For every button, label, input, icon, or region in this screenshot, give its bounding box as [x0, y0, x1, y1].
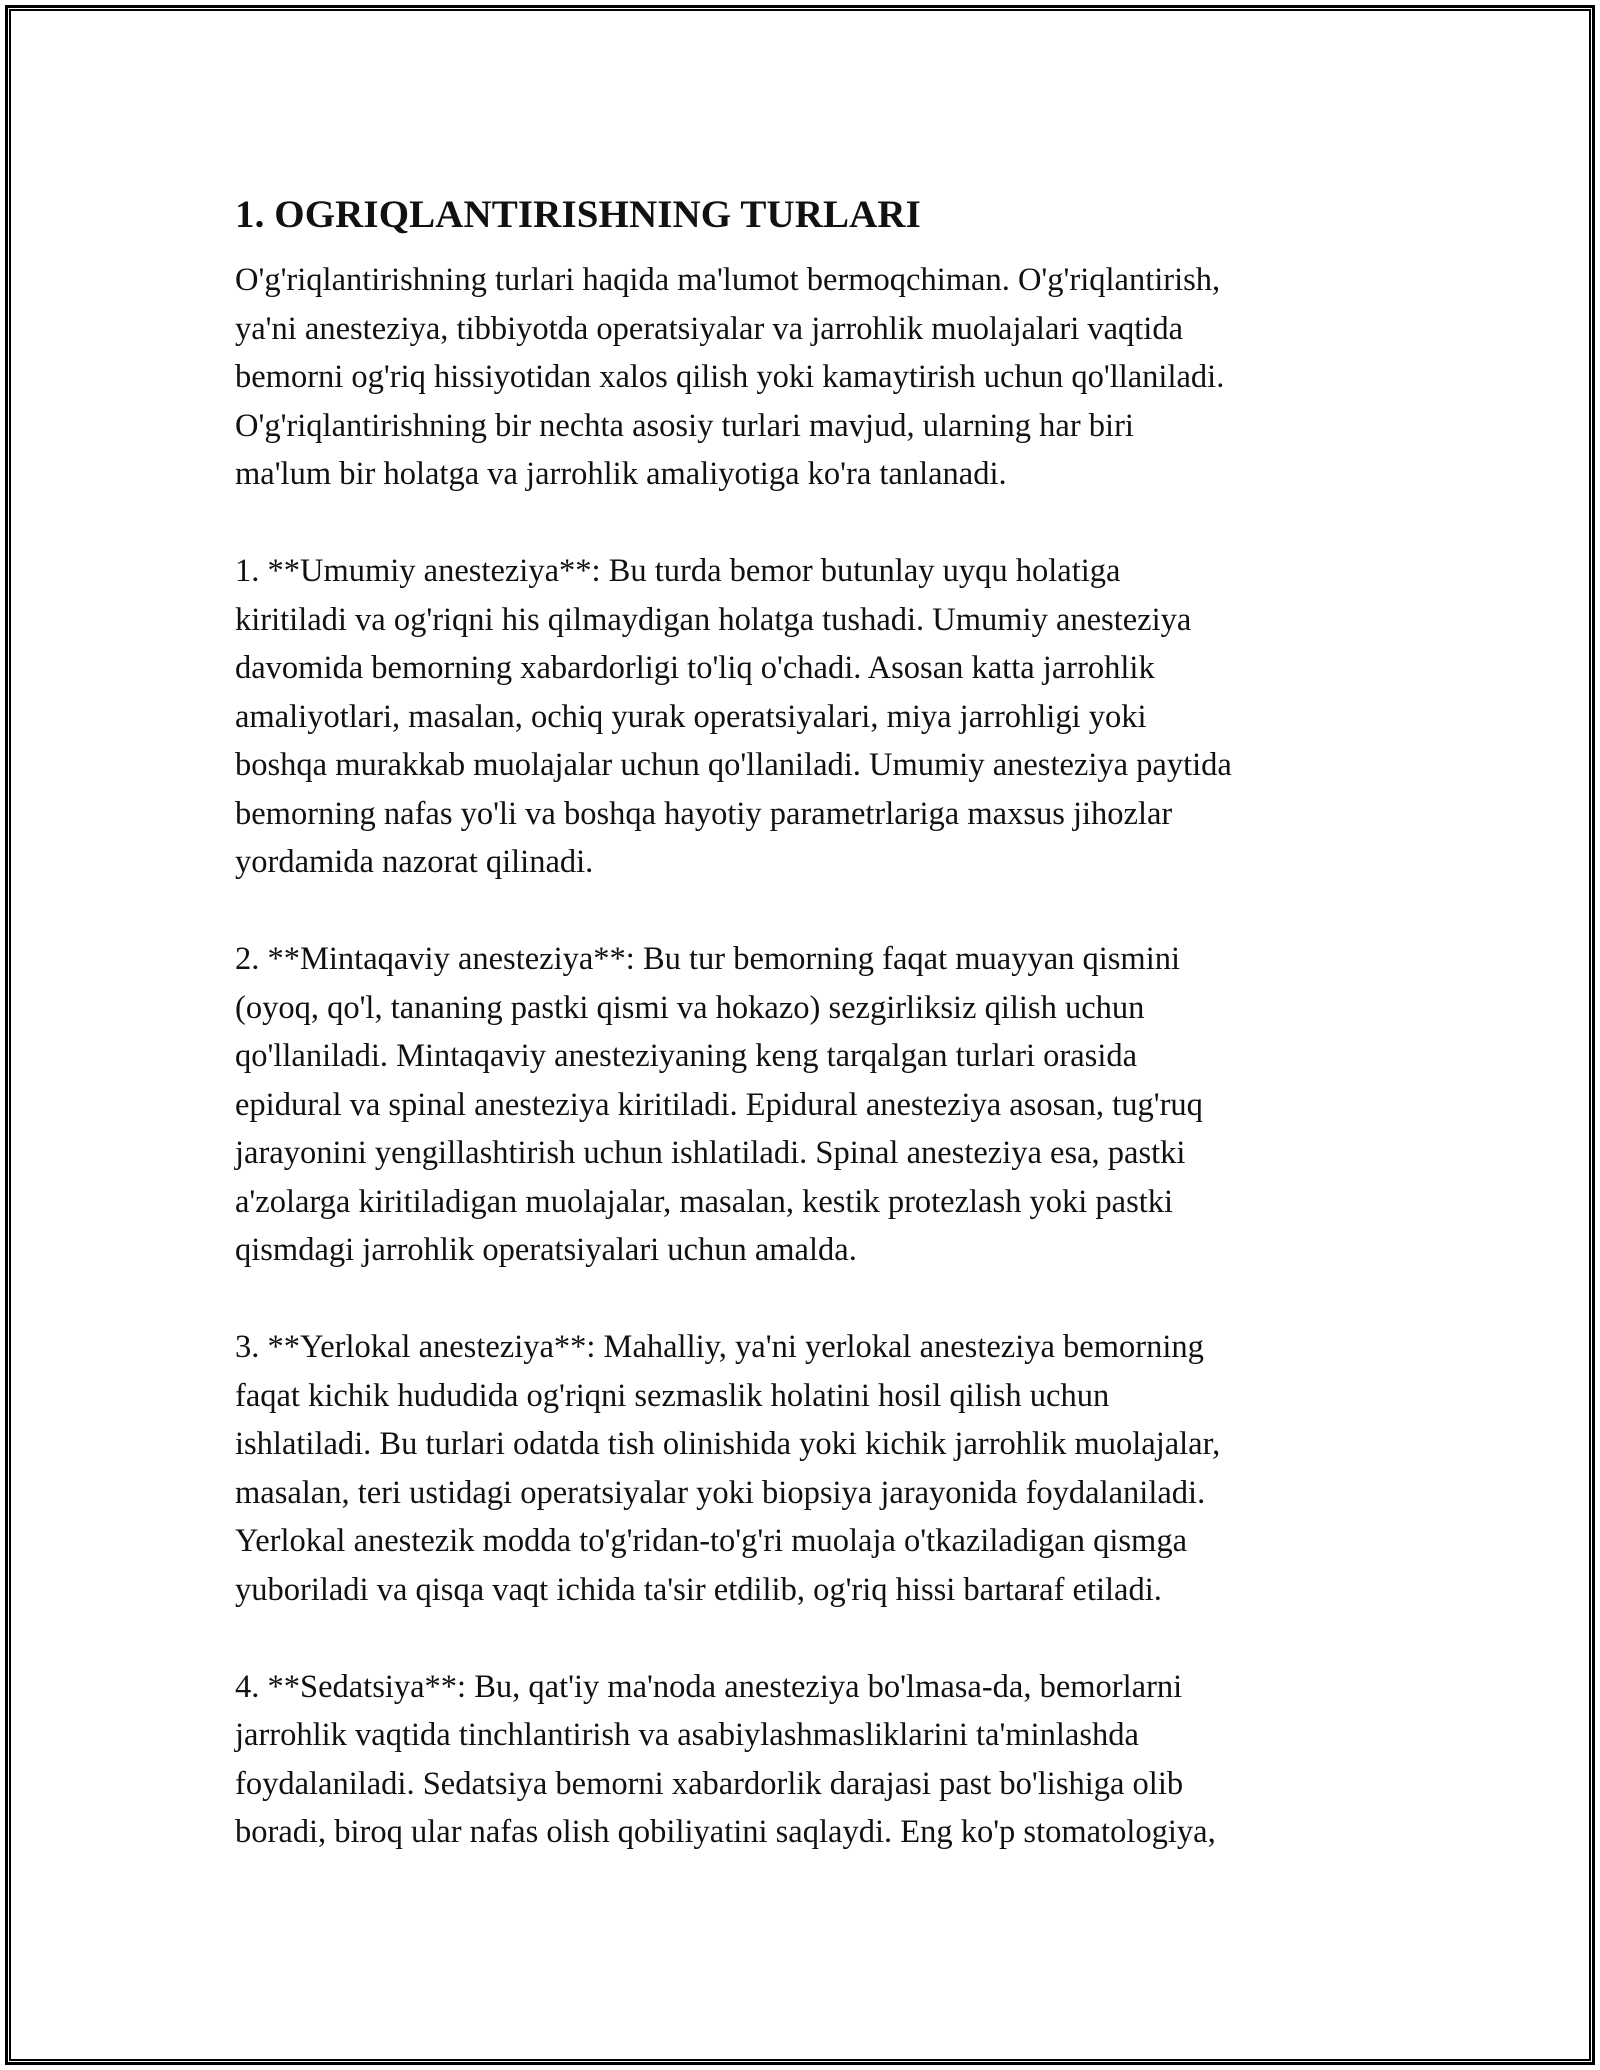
- text-line: boshqa murakkab muolajalar uchun qo'llaniladi. Umumiy anesteziya paytida: [235, 747, 1232, 783]
- paragraph-intro: [235, 256, 1375, 499]
- text-line: qo'llaniladi. Mintaqaviy anesteziyaning keng tarqalgan turlari orasida: [235, 1038, 1138, 1074]
- text-line: ma'lum bir holatga va jarrohlik amaliyotiga ko'ra tanlanadi.: [235, 456, 1007, 492]
- paragraph-local-anesthesia: [235, 1323, 1375, 1614]
- text-line: boradi, biroq ular nafas olish qobiliyatini saqlaydi. Eng ko'p stomatologiya,: [235, 1814, 1216, 1850]
- text-line: ishlatiladi. Bu turlari odatda tish olinishida yoki kichik jarrohlik muolajalar,: [235, 1426, 1221, 1462]
- paragraph-sedation: [235, 1663, 1375, 1857]
- text-line: Yerlokal anestezik modda to'g'ridan-to'g'ri muolaja o'tkaziladigan qismga: [235, 1523, 1187, 1559]
- text-line: ya'ni anesteziya, tibbiyotda operatsiyalar va jarrohlik muolajalari vaqtida: [235, 310, 1184, 347]
- text-line: yuboriladi va qisqa vaqt ichida ta'sir etdilib, og'riq hissi bartaraf etiladi.: [235, 1571, 1162, 1608]
- text-line: bemorni og'riq hissiyotidan xalos qilish yoki kamaytirish uchun qo'llaniladi.: [235, 359, 1225, 395]
- document-body: [235, 182, 1375, 1905]
- text-line: 4. **Sedatsiya**: Bu, qat'iy ma'noda anesteziya bo'lmasa-da, bemorlarni: [235, 1668, 1183, 1705]
- text-line: kiritiladi va og'riqni his qilmaydigan holatga tushadi. Umumiy anesteziya: [235, 601, 1192, 638]
- document-title: 1. OGRIQLANTIRISHNING TURLARI: [235, 193, 921, 236]
- text-line: foydalaniladi. Sedatsiya bemorni xabardorlik darajasi past bo'lishiga olib: [235, 1765, 1184, 1802]
- text-line: O'g'riqlantirishning turlari haqida ma'lumot bermoqchiman. O'g'riqlantirish,: [235, 262, 1221, 298]
- text-line: 2. **Mintaqaviy anesteziya**: Bu tur bemorning faqat muayyan qismini: [235, 941, 1181, 977]
- paragraph-regional-anesthesia: [235, 935, 1375, 1275]
- text-line: bemorning nafas yo'li va boshqa hayotiy parametrlariga maxsus jihozlar: [235, 795, 1173, 832]
- text-line: yordamida nazorat qilinadi.: [235, 844, 594, 880]
- text-line: jarrohlik vaqtida tinchlantirish va asabiylashmasliklarini ta'minlashda: [235, 1717, 1139, 1753]
- text-line: O'g'riqlantirishning bir nechta asosiy turlari mavjud, ularning har biri: [235, 407, 1134, 444]
- text-line: qismdagi jarrohlik operatsiyalari uchun amalda.: [235, 1232, 857, 1268]
- text-line: 3. **Yerlokal anesteziya**: Mahalliy, ya'ni yerlokal anesteziya bemorning: [235, 1329, 1204, 1365]
- text-line: epidural va spinal anesteziya kiritiladi. Epidural anesteziya asosan, tug'ruq: [235, 1086, 1203, 1123]
- text-line: amaliyotlari, masalan, ochiq yurak operatsiyalari, miya jarrohligi yoki: [235, 698, 1147, 735]
- text-line: jarayonini yengillashtirish uchun ishlatiladi. Spinal anesteziya esa, pastki: [235, 1135, 1186, 1171]
- text-line: davomida bemorning xabardorligi to'liq o'chadi. Asosan katta jarrohlik: [235, 650, 1155, 686]
- text-line: (oyoq, qo'l, tananing pastki qismi va hokazo) sezgirliksiz qilish uchun: [235, 989, 1145, 1026]
- text-line: a'zolarga kiritiladigan muolajalar, masalan, kestik protezlash yoki pastki: [235, 1183, 1174, 1220]
- text-line: 1. **Umumiy anesteziya**: Bu turda bemor butunlay uyqu holatiga: [235, 553, 1121, 589]
- text-line: faqat kichik hududida og'riqni sezmaslik holatini hosil qilish uchun: [235, 1377, 1110, 1414]
- text-line: masalan, teri ustidagi operatsiyalar yoki biopsiya jarayonida foydalaniladi.: [235, 1474, 1206, 1511]
- paragraph-general-anesthesia: [235, 547, 1375, 887]
